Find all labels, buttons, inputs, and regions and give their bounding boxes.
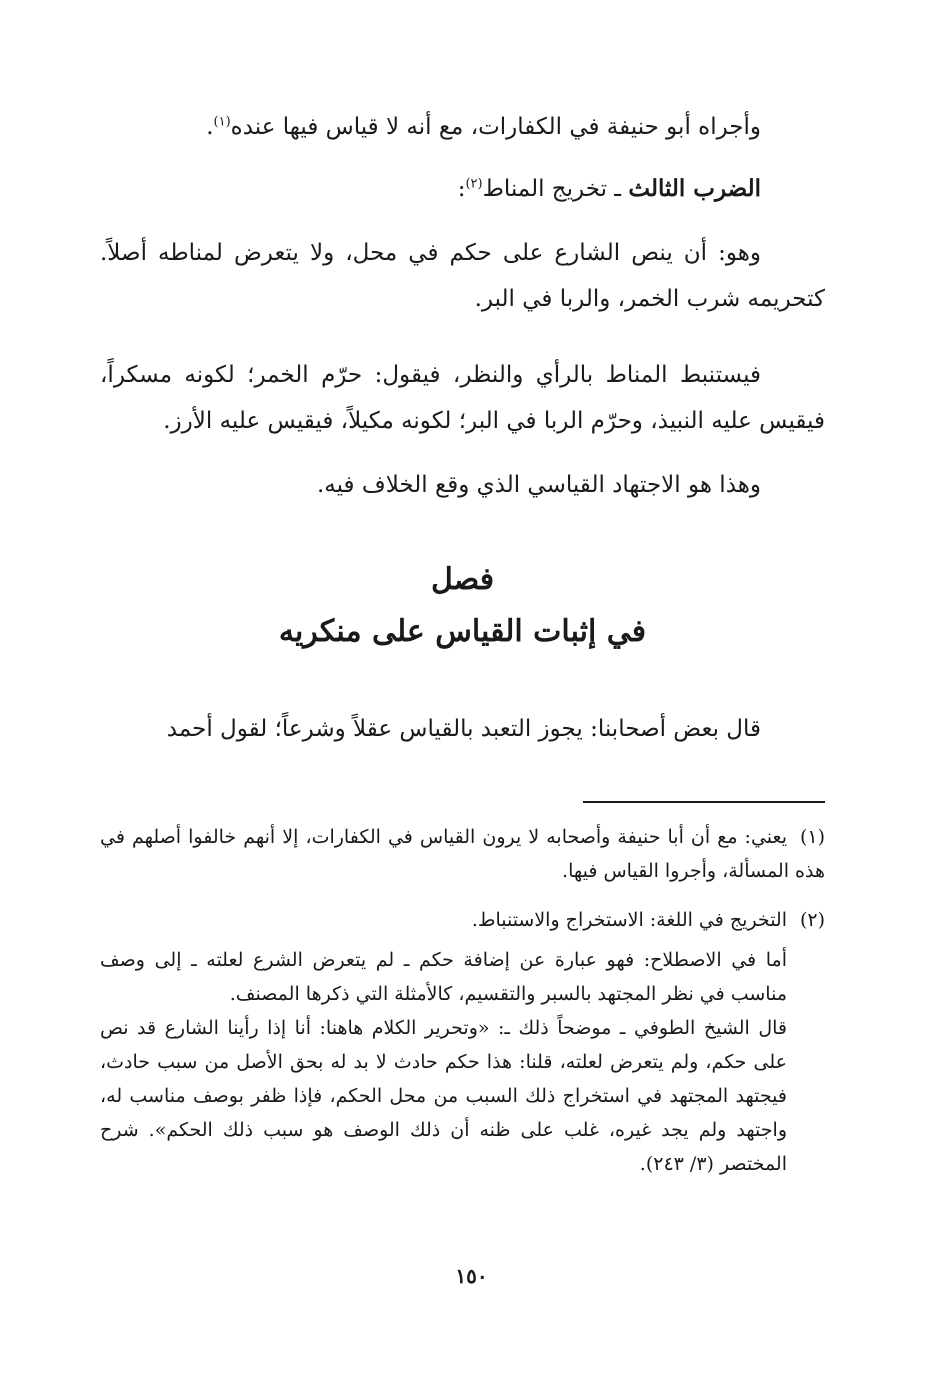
chapter-heading-title: فصل [430,562,495,597]
paragraph-abu-hanifa: وأجراه أبو حنيفة في الكفارات، مع أنه لا قياس فيها عنده$^{(١)}$. [206,114,761,140]
footnote-ref-1[interactable]: (١) [213,114,231,130]
footnote-2-paragraph-2: أما في الاصطلاح: فهو عبارة عن إضافة حكم ـ لم يتعرض الشرع لعلته ـ إلى وصف مناسب في نظر المجتهد بالسبر والتقسيم، كالأمثلة التي ذكرها المصنف. [100,949,787,1005]
footnote-1-number: (١) [799,826,825,848]
paragraph-ijtihad: وهذا هو الاجتهاد القياسي الذي وقع الخلاف فيه. [316,472,761,498]
paragraph-definition: وهو: أن ينص الشارع على حكم في محل، ولا يتعرض لمناطه أصلاً. كتحريمه شرب الخمر، والربا في البر. [100,240,825,312]
footnote-2-paragraph-3: قال الشيخ الطوفي ـ موضحاً ذلك ـ: «وتحرير الكلام هاهنا: أنا إذا رأينا الشارع قد نص على حكم، ولم يتعرض لعلته، قلنا: هذا حكم حادث لا بد له بحق الأصل من سبب حادث، فيجتهد المجتهد في استخراج ذلك السبب من محل الحكم، فإذا ظفر بوصف مناسب له، واجتهد ولم يجد غيره، غلب على ظنه أن ذلك الوصف هو سبب ذلك الحكم». شرح المختصر (٣/ ٢٤٣). [100,1017,787,1175]
footnote-2-text: التخريج في اللغة: الاستخراج والاستنباط. [471,909,787,931]
footnote-separator [583,801,825,803]
section-third-type-heading: الضرب الثالث ـ تخريج المناط$^{(٢)}$: [457,175,761,202]
paragraph-qiyas-argument: قال بعض أصحابنا: يجوز التعبد بالقياس عقلاً وشرعاً؛ لقول أحمد [166,716,761,742]
footnote-1-text: يعني: مع أن أبا حنيفة وأصحابه لا يرون القياس في الكفارات، إلا أنهم خالفوا أصلهم في هذه المسألة، وأجروا القياس فيها. [100,826,825,882]
footnote-ref-2[interactable]: (٢) [465,176,483,192]
footnote-2 [100,903,825,1181]
footnote-1 [100,820,825,888]
third-type-label: الضرب الثالث [628,175,761,202]
chapter-heading-subtitle: في إثبات القياس على منكريه [278,614,647,649]
footnote-2-number: (٢) [799,909,825,931]
paragraph-istinbat: فيستنبط المناط بالرأي والنظر، فيقول: حرّم الخمر؛ لكونه مسكراً، فيقيس عليه النبيذ، وحرّم الربا في البر؛ لكونه مكيلاً، فيقيس عليه الأرز. [100,362,825,434]
page-number: ١٥٠ [455,1264,488,1288]
chapter-heading [100,554,825,658]
